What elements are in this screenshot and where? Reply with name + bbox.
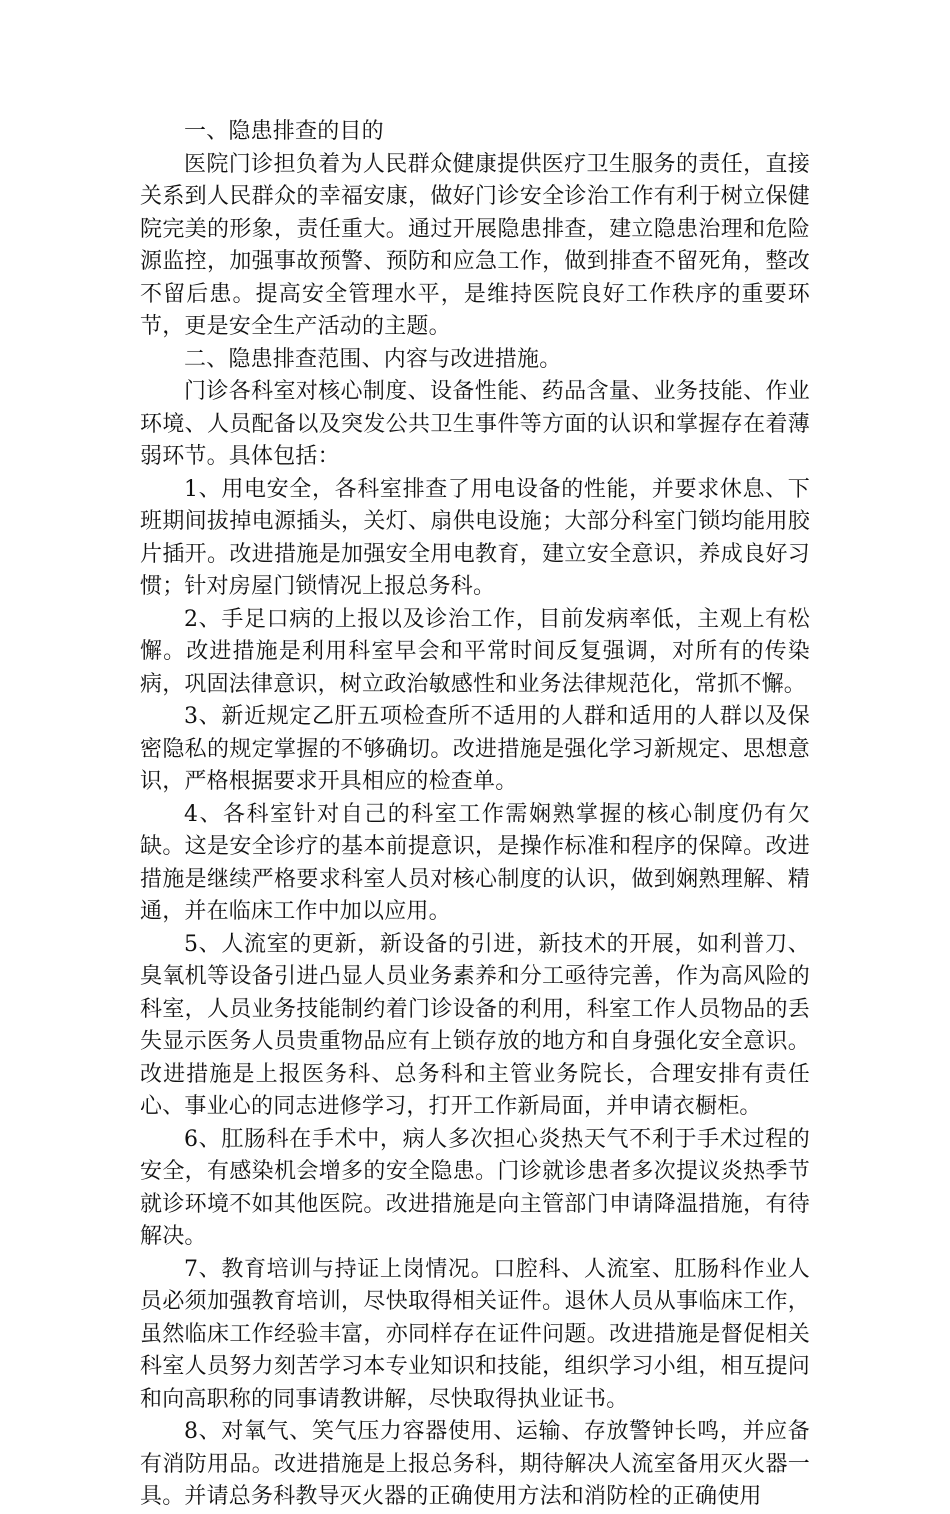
- section-heading-scope: 二、隐患排查范围、内容与改进措施。: [184, 346, 562, 372]
- paragraph-item-5: 5、人流室的更新，新设备的引进，新技术的开展，如利普刀、臭氧机等设备引进凸显人员业务素养和分工亟待完善，作为高风险的科室，人员业务技能制约着门诊设备的利用，科室工作人员物品的丢失显示医务人员贵重物品应有上锁存放的地方和自身强化安全意识。改进措施是上报医务科、总务科和主管业务院长，合理安排有责任心、事业心的同志进修学习，打开工作新局面，并申请衣橱柜。: [140, 931, 810, 1119]
- paragraph-item-4: 4、各科室针对自己的科室工作需娴熟掌握的核心制度仍有欠缺。这是安全诊疗的基本前提意识，是操作标准和程序的保障。改进措施是继续严格要求科室人员对核心制度的认识，做到娴熟理解、精通，并在临床工作中加以应用。: [140, 801, 810, 924]
- paragraph-item-1: 1、用电安全，各科室排查了用电设备的性能，并要求休息、下班期间拔掉电源插头，关灯、扇供电设施；大部分科室门锁均能用胶片插开。改进措施是加强安全用电教育，建立安全意识，养成良好习惯；针对房屋门锁情况上报总务科。: [140, 476, 810, 599]
- paragraph-item-6: 6、肛肠科在手术中，病人多次担心炎热天气不利于手术过程的安全，有感染机会增多的安全隐患。门诊就诊患者多次提议炎热季节就诊环境不如其他医院。改进措施是向主管部门申请降温措施，有待解决。: [140, 1126, 810, 1249]
- paragraph-item-2: 2、手足口病的上报以及诊治工作，目前发病率低，主观上有松懈。改进措施是利用科室早会和平常时间反复强调，对所有的传染病，巩固法律意识，树立政治敏感性和业务法律规范化，常抓不懈。: [140, 606, 810, 697]
- document-body: [140, 116, 810, 1514]
- paragraph-overview: 门诊各科室对核心制度、设备性能、药品含量、业务技能、作业环境、人员配备以及突发公共卫生事件等方面的认识和掌握存在着薄弱环节。具体包括：: [140, 379, 810, 469]
- section-heading-purpose: 一、隐患排查的目的: [184, 119, 384, 144]
- paragraph-purpose: 医院门诊担负着为人民群众健康提供医疗卫生服务的责任，直接关系到人民群众的幸福安康，做好门诊安全诊治工作有利于树立保健院完美的形象，责任重大。通过开展隐患排查，建立隐患治理和危险源监控，加强事故预警、预防和应急工作，做到排查不留死角，整改不留后患。提高安全管理水平，是维持医院良好工作秩序的重要环节，更是安全生产活动的主题。: [140, 151, 810, 339]
- paragraph-item-3: 3、新近规定乙肝五项检查所不适用的人群和适用的人群以及保密隐私的规定掌握的不够确切。改进措施是强化学习新规定、思想意识，严格根据要求开具相应的检查单。: [140, 704, 810, 794]
- paragraph-item-8: 8、对氧气、笑气压力容器使用、运输、存放警钟长鸣，并应备有消防用品。改进措施是上报总务科，期待解决人流室备用灭火器一具。并请总务科教导灭火器的正确使用方法和消防栓的正确使用: [140, 1419, 810, 1509]
- paragraph-item-7: 7、教育培训与持证上岗情况。口腔科、人流室、肛肠科作业人员必须加强教育培训，尽快取得相关证件。退休人员从事临床工作，虽然临床工作经验丰富，亦同样存在证件问题。改进措施是督促相关科室人员努力刻苦学习本专业知识和技能，组织学习小组，相互提问和向高职称的同事请教讲解，尽快取得执业证书。: [140, 1256, 810, 1412]
